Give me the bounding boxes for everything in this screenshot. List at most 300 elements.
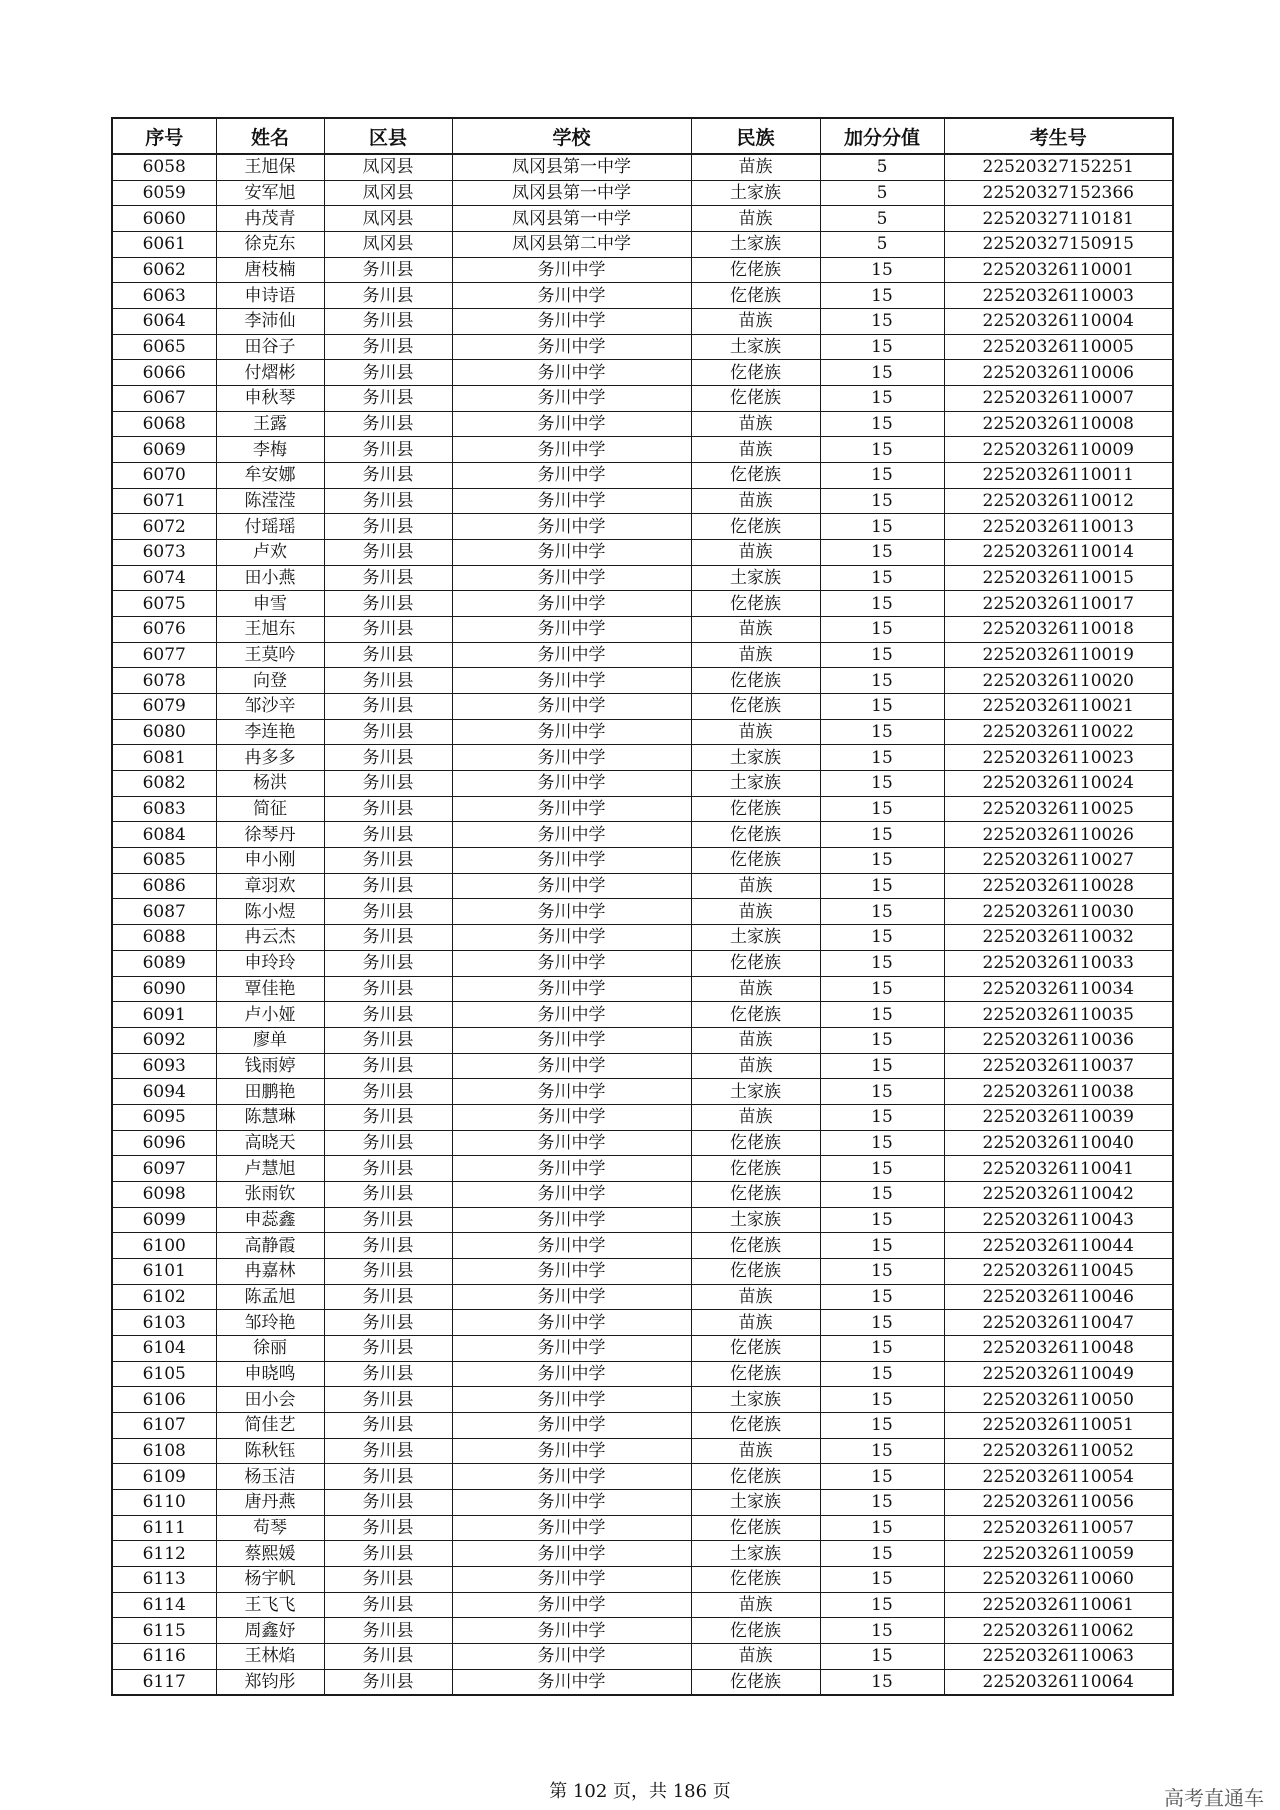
cell-school: 务川中学 bbox=[452, 1566, 691, 1592]
cell-name: 申诗语 bbox=[216, 283, 324, 309]
cell-ethnicity: 仡佬族 bbox=[691, 360, 820, 386]
cell-bonus-points: 15 bbox=[820, 1643, 944, 1669]
cell-school: 务川中学 bbox=[452, 1181, 691, 1207]
cell-candidate-id: 22520326110035 bbox=[944, 1002, 1173, 1028]
cell-ethnicity: 土家族 bbox=[691, 925, 820, 951]
cell-serial: 6082 bbox=[112, 771, 216, 797]
cell-candidate-id: 22520326110027 bbox=[944, 848, 1173, 874]
cell-school: 务川中学 bbox=[452, 309, 691, 335]
cell-ethnicity: 仡佬族 bbox=[691, 1464, 820, 1490]
cell-ethnicity: 苗族 bbox=[691, 1438, 820, 1464]
cell-school: 务川中学 bbox=[452, 925, 691, 951]
cell-candidate-id: 22520326110012 bbox=[944, 488, 1173, 514]
cell-candidate-id: 22520326110037 bbox=[944, 1053, 1173, 1079]
cell-bonus-points: 15 bbox=[820, 1258, 944, 1284]
cell-ethnicity: 苗族 bbox=[691, 1104, 820, 1130]
table-row bbox=[112, 540, 1173, 566]
table-row bbox=[112, 1181, 1173, 1207]
cell-candidate-id: 22520326110042 bbox=[944, 1181, 1173, 1207]
cell-serial: 6084 bbox=[112, 822, 216, 848]
cell-serial: 6103 bbox=[112, 1310, 216, 1336]
cell-name: 徐克东 bbox=[216, 232, 324, 258]
cell-county: 务川县 bbox=[324, 565, 452, 591]
cell-bonus-points: 15 bbox=[820, 514, 944, 540]
table-row bbox=[112, 360, 1173, 386]
cell-county: 务川县 bbox=[324, 1643, 452, 1669]
cell-school: 务川中学 bbox=[452, 1464, 691, 1490]
cell-bonus-points: 15 bbox=[820, 488, 944, 514]
table-row bbox=[112, 565, 1173, 591]
cell-name: 卢慧旭 bbox=[216, 1156, 324, 1182]
cell-county: 务川县 bbox=[324, 873, 452, 899]
table-row bbox=[112, 309, 1173, 335]
cell-candidate-id: 22520326110048 bbox=[944, 1335, 1173, 1361]
cell-school: 务川中学 bbox=[452, 1104, 691, 1130]
cell-serial: 6111 bbox=[112, 1515, 216, 1541]
cell-candidate-id: 22520326110041 bbox=[944, 1156, 1173, 1182]
cell-candidate-id: 22520326110019 bbox=[944, 642, 1173, 668]
cell-bonus-points: 15 bbox=[820, 1027, 944, 1053]
cell-county: 务川县 bbox=[324, 1438, 452, 1464]
cell-serial: 6060 bbox=[112, 206, 216, 232]
table-row bbox=[112, 1335, 1173, 1361]
cell-bonus-points: 15 bbox=[820, 1053, 944, 1079]
table-row bbox=[112, 617, 1173, 643]
table-row bbox=[112, 976, 1173, 1002]
cell-bonus-points: 15 bbox=[820, 1207, 944, 1233]
cell-bonus-points: 15 bbox=[820, 1361, 944, 1387]
cell-candidate-id: 22520326110026 bbox=[944, 822, 1173, 848]
cell-county: 务川县 bbox=[324, 360, 452, 386]
cell-bonus-points: 15 bbox=[820, 1412, 944, 1438]
cell-serial: 6078 bbox=[112, 668, 216, 694]
table-row bbox=[112, 668, 1173, 694]
cell-county: 务川县 bbox=[324, 848, 452, 874]
cell-bonus-points: 5 bbox=[820, 180, 944, 206]
table-row bbox=[112, 1387, 1173, 1413]
cell-school: 务川中学 bbox=[452, 1310, 691, 1336]
cell-name: 冉茂青 bbox=[216, 206, 324, 232]
cell-county: 务川县 bbox=[324, 514, 452, 540]
cell-serial: 6099 bbox=[112, 1207, 216, 1233]
cell-school: 务川中学 bbox=[452, 1387, 691, 1413]
cell-candidate-id: 22520326110043 bbox=[944, 1207, 1173, 1233]
cell-bonus-points: 15 bbox=[820, 1618, 944, 1644]
cell-ethnicity: 苗族 bbox=[691, 899, 820, 925]
cell-bonus-points: 15 bbox=[820, 1489, 944, 1515]
cell-ethnicity: 苗族 bbox=[691, 488, 820, 514]
cell-name: 田谷子 bbox=[216, 334, 324, 360]
cell-candidate-id: 22520326110047 bbox=[944, 1310, 1173, 1336]
cell-candidate-id: 22520326110021 bbox=[944, 694, 1173, 720]
cell-ethnicity: 苗族 bbox=[691, 642, 820, 668]
table-row bbox=[112, 899, 1173, 925]
cell-candidate-id: 22520326110057 bbox=[944, 1515, 1173, 1541]
cell-county: 务川县 bbox=[324, 617, 452, 643]
cell-candidate-id: 22520326110052 bbox=[944, 1438, 1173, 1464]
cell-ethnicity: 仡佬族 bbox=[691, 1412, 820, 1438]
cell-county: 务川县 bbox=[324, 1541, 452, 1567]
cell-ethnicity: 苗族 bbox=[691, 976, 820, 1002]
cell-county: 务川县 bbox=[324, 1207, 452, 1233]
cell-serial: 6110 bbox=[112, 1489, 216, 1515]
cell-school: 务川中学 bbox=[452, 1541, 691, 1567]
cell-serial: 6097 bbox=[112, 1156, 216, 1182]
cell-candidate-id: 22520326110003 bbox=[944, 283, 1173, 309]
cell-ethnicity: 土家族 bbox=[691, 1207, 820, 1233]
cell-name: 张雨钦 bbox=[216, 1181, 324, 1207]
cell-school: 务川中学 bbox=[452, 1284, 691, 1310]
cell-name: 徐琴丹 bbox=[216, 822, 324, 848]
cell-name: 苟琴 bbox=[216, 1515, 324, 1541]
watermark-text: 高考直通车 bbox=[1164, 1786, 1264, 1810]
cell-bonus-points: 15 bbox=[820, 925, 944, 951]
cell-county: 务川县 bbox=[324, 1104, 452, 1130]
cell-bonus-points: 15 bbox=[820, 796, 944, 822]
table-row bbox=[112, 642, 1173, 668]
cell-name: 王旭保 bbox=[216, 154, 324, 180]
cell-serial: 6115 bbox=[112, 1618, 216, 1644]
cell-ethnicity: 仡佬族 bbox=[691, 668, 820, 694]
cell-serial: 6066 bbox=[112, 360, 216, 386]
table-row bbox=[112, 719, 1173, 745]
cell-school: 务川中学 bbox=[452, 1335, 691, 1361]
cell-name: 杨宇帆 bbox=[216, 1566, 324, 1592]
cell-county: 凤冈县 bbox=[324, 232, 452, 258]
cell-ethnicity: 仡佬族 bbox=[691, 283, 820, 309]
cell-serial: 6109 bbox=[112, 1464, 216, 1490]
cell-county: 务川县 bbox=[324, 591, 452, 617]
table-row bbox=[112, 1361, 1173, 1387]
cell-county: 务川县 bbox=[324, 1566, 452, 1592]
cell-school: 凤冈县第一中学 bbox=[452, 206, 691, 232]
cell-school: 务川中学 bbox=[452, 1156, 691, 1182]
table-row bbox=[112, 1156, 1173, 1182]
cell-ethnicity: 仡佬族 bbox=[691, 796, 820, 822]
cell-serial: 6107 bbox=[112, 1412, 216, 1438]
cell-serial: 6096 bbox=[112, 1130, 216, 1156]
cell-bonus-points: 5 bbox=[820, 232, 944, 258]
cell-county: 务川县 bbox=[324, 694, 452, 720]
cell-school: 务川中学 bbox=[452, 360, 691, 386]
table-row bbox=[112, 180, 1173, 206]
cell-name: 卢欢 bbox=[216, 540, 324, 566]
cell-school: 务川中学 bbox=[452, 1053, 691, 1079]
table-row bbox=[112, 283, 1173, 309]
table-row bbox=[112, 1592, 1173, 1618]
cell-serial: 6072 bbox=[112, 514, 216, 540]
cell-county: 务川县 bbox=[324, 334, 452, 360]
table-row bbox=[112, 488, 1173, 514]
cell-bonus-points: 15 bbox=[820, 1335, 944, 1361]
cell-serial: 6085 bbox=[112, 848, 216, 874]
cell-candidate-id: 22520326110025 bbox=[944, 796, 1173, 822]
cell-name: 邹玲艳 bbox=[216, 1310, 324, 1336]
table-row bbox=[112, 463, 1173, 489]
table-row bbox=[112, 1207, 1173, 1233]
cell-county: 务川县 bbox=[324, 540, 452, 566]
cell-bonus-points: 15 bbox=[820, 668, 944, 694]
cell-name: 申玲玲 bbox=[216, 950, 324, 976]
cell-name: 申蕊鑫 bbox=[216, 1207, 324, 1233]
cell-serial: 6092 bbox=[112, 1027, 216, 1053]
cell-ethnicity: 土家族 bbox=[691, 745, 820, 771]
cell-candidate-id: 22520326110060 bbox=[944, 1566, 1173, 1592]
cell-name: 陈小煜 bbox=[216, 899, 324, 925]
table-row bbox=[112, 1464, 1173, 1490]
cell-candidate-id: 22520326110062 bbox=[944, 1618, 1173, 1644]
cell-school: 务川中学 bbox=[452, 1438, 691, 1464]
cell-bonus-points: 15 bbox=[820, 386, 944, 412]
table-row bbox=[112, 1027, 1173, 1053]
cell-serial: 6076 bbox=[112, 617, 216, 643]
cell-bonus-points: 15 bbox=[820, 950, 944, 976]
cell-county: 务川县 bbox=[324, 1387, 452, 1413]
table-row bbox=[112, 1566, 1173, 1592]
cell-county: 务川县 bbox=[324, 1002, 452, 1028]
cell-county: 务川县 bbox=[324, 283, 452, 309]
cell-ethnicity: 仡佬族 bbox=[691, 950, 820, 976]
cell-name: 付瑶瑶 bbox=[216, 514, 324, 540]
cell-serial: 6106 bbox=[112, 1387, 216, 1413]
cell-name: 蔡熙媛 bbox=[216, 1541, 324, 1567]
cell-bonus-points: 15 bbox=[820, 1156, 944, 1182]
cell-serial: 6074 bbox=[112, 565, 216, 591]
cell-bonus-points: 15 bbox=[820, 1233, 944, 1259]
cell-school: 务川中学 bbox=[452, 668, 691, 694]
cell-bonus-points: 15 bbox=[820, 1284, 944, 1310]
cell-ethnicity: 仡佬族 bbox=[691, 463, 820, 489]
cell-serial: 6098 bbox=[112, 1181, 216, 1207]
cell-bonus-points: 15 bbox=[820, 976, 944, 1002]
table-row bbox=[112, 1618, 1173, 1644]
cell-name: 田鹏艳 bbox=[216, 1079, 324, 1105]
table-row bbox=[112, 154, 1173, 180]
cell-ethnicity: 仡佬族 bbox=[691, 1618, 820, 1644]
cell-county: 务川县 bbox=[324, 1258, 452, 1284]
cell-candidate-id: 22520326110030 bbox=[944, 899, 1173, 925]
cell-bonus-points: 15 bbox=[820, 283, 944, 309]
cell-school: 凤冈县第二中学 bbox=[452, 232, 691, 258]
cell-bonus-points: 15 bbox=[820, 334, 944, 360]
cell-name: 周鑫妤 bbox=[216, 1618, 324, 1644]
cell-school: 务川中学 bbox=[452, 283, 691, 309]
cell-ethnicity: 仡佬族 bbox=[691, 1566, 820, 1592]
cell-name: 李沛仙 bbox=[216, 309, 324, 335]
cell-ethnicity: 土家族 bbox=[691, 1489, 820, 1515]
cell-county: 务川县 bbox=[324, 796, 452, 822]
cell-county: 务川县 bbox=[324, 1618, 452, 1644]
cell-ethnicity: 土家族 bbox=[691, 180, 820, 206]
table-row bbox=[112, 796, 1173, 822]
table-header-row bbox=[112, 118, 1173, 154]
cell-name: 钱雨婷 bbox=[216, 1053, 324, 1079]
cell-candidate-id: 22520326110033 bbox=[944, 950, 1173, 976]
cell-bonus-points: 15 bbox=[820, 565, 944, 591]
cell-name: 简征 bbox=[216, 796, 324, 822]
cell-name: 申晓鸣 bbox=[216, 1361, 324, 1387]
cell-bonus-points: 15 bbox=[820, 1002, 944, 1028]
cell-bonus-points: 15 bbox=[820, 745, 944, 771]
cell-county: 务川县 bbox=[324, 1130, 452, 1156]
table-row bbox=[112, 386, 1173, 412]
cell-bonus-points: 15 bbox=[820, 1669, 944, 1695]
cell-name: 王露 bbox=[216, 411, 324, 437]
cell-candidate-id: 22520326110014 bbox=[944, 540, 1173, 566]
cell-bonus-points: 15 bbox=[820, 1387, 944, 1413]
table-row bbox=[112, 437, 1173, 463]
cell-ethnicity: 仡佬族 bbox=[691, 386, 820, 412]
cell-serial: 6067 bbox=[112, 386, 216, 412]
cell-ethnicity: 苗族 bbox=[691, 873, 820, 899]
cell-serial: 6095 bbox=[112, 1104, 216, 1130]
cell-school: 务川中学 bbox=[452, 1489, 691, 1515]
cell-candidate-id: 22520326110054 bbox=[944, 1464, 1173, 1490]
cell-ethnicity: 土家族 bbox=[691, 1541, 820, 1567]
cell-bonus-points: 15 bbox=[820, 873, 944, 899]
cell-candidate-id: 22520326110063 bbox=[944, 1643, 1173, 1669]
cell-serial: 6061 bbox=[112, 232, 216, 258]
cell-candidate-id: 22520326110036 bbox=[944, 1027, 1173, 1053]
cell-serial: 6105 bbox=[112, 1361, 216, 1387]
table-row bbox=[112, 745, 1173, 771]
cell-name: 陈滢滢 bbox=[216, 488, 324, 514]
cell-candidate-id: 22520326110051 bbox=[944, 1412, 1173, 1438]
cell-name: 郑钧彤 bbox=[216, 1669, 324, 1695]
cell-county: 务川县 bbox=[324, 1515, 452, 1541]
cell-school: 务川中学 bbox=[452, 1130, 691, 1156]
header-school: 学校 bbox=[452, 118, 691, 154]
cell-bonus-points: 15 bbox=[820, 1079, 944, 1105]
cell-bonus-points: 15 bbox=[820, 848, 944, 874]
cell-name: 唐枝楠 bbox=[216, 257, 324, 283]
cell-school: 务川中学 bbox=[452, 1027, 691, 1053]
header-candidate-id: 考生号 bbox=[944, 118, 1173, 154]
cell-school: 务川中学 bbox=[452, 1258, 691, 1284]
cell-serial: 6091 bbox=[112, 1002, 216, 1028]
cell-name: 冉嘉林 bbox=[216, 1258, 324, 1284]
cell-county: 务川县 bbox=[324, 1335, 452, 1361]
table-row bbox=[112, 822, 1173, 848]
cell-candidate-id: 22520326110044 bbox=[944, 1233, 1173, 1259]
cell-county: 务川县 bbox=[324, 1027, 452, 1053]
cell-county: 务川县 bbox=[324, 1361, 452, 1387]
cell-candidate-id: 22520326110056 bbox=[944, 1489, 1173, 1515]
cell-serial: 6117 bbox=[112, 1669, 216, 1695]
cell-candidate-id: 22520326110013 bbox=[944, 514, 1173, 540]
cell-school: 务川中学 bbox=[452, 873, 691, 899]
cell-county: 务川县 bbox=[324, 411, 452, 437]
cell-county: 务川县 bbox=[324, 1669, 452, 1695]
table-body bbox=[112, 154, 1173, 1695]
cell-ethnicity: 仡佬族 bbox=[691, 1181, 820, 1207]
cell-school: 务川中学 bbox=[452, 1361, 691, 1387]
cell-school: 凤冈县第一中学 bbox=[452, 154, 691, 180]
cell-school: 务川中学 bbox=[452, 1515, 691, 1541]
table-row bbox=[112, 232, 1173, 258]
cell-school: 务川中学 bbox=[452, 1643, 691, 1669]
cell-serial: 6080 bbox=[112, 719, 216, 745]
cell-school: 务川中学 bbox=[452, 1592, 691, 1618]
cell-ethnicity: 仡佬族 bbox=[691, 1233, 820, 1259]
cell-county: 务川县 bbox=[324, 719, 452, 745]
cell-name: 安军旭 bbox=[216, 180, 324, 206]
cell-school: 务川中学 bbox=[452, 976, 691, 1002]
cell-bonus-points: 15 bbox=[820, 719, 944, 745]
cell-serial: 6058 bbox=[112, 154, 216, 180]
cell-school: 务川中学 bbox=[452, 1207, 691, 1233]
cell-serial: 6113 bbox=[112, 1566, 216, 1592]
table-row bbox=[112, 514, 1173, 540]
cell-candidate-id: 22520326110061 bbox=[944, 1592, 1173, 1618]
table-row bbox=[112, 1104, 1173, 1130]
cell-candidate-id: 22520326110046 bbox=[944, 1284, 1173, 1310]
cell-county: 务川县 bbox=[324, 1079, 452, 1105]
cell-bonus-points: 15 bbox=[820, 1464, 944, 1490]
cell-name: 王莫吟 bbox=[216, 642, 324, 668]
cell-ethnicity: 苗族 bbox=[691, 1310, 820, 1336]
cell-candidate-id: 22520326110059 bbox=[944, 1541, 1173, 1567]
cell-candidate-id: 22520326110017 bbox=[944, 591, 1173, 617]
table-row bbox=[112, 1541, 1173, 1567]
cell-name: 牟安娜 bbox=[216, 463, 324, 489]
cell-ethnicity: 仡佬族 bbox=[691, 1258, 820, 1284]
cell-school: 务川中学 bbox=[452, 1669, 691, 1695]
cell-bonus-points: 15 bbox=[820, 1181, 944, 1207]
cell-name: 简佳艺 bbox=[216, 1412, 324, 1438]
cell-county: 务川县 bbox=[324, 925, 452, 951]
cell-bonus-points: 15 bbox=[820, 771, 944, 797]
cell-name: 申小刚 bbox=[216, 848, 324, 874]
cell-name: 申秋琴 bbox=[216, 386, 324, 412]
cell-school: 务川中学 bbox=[452, 899, 691, 925]
table-row bbox=[112, 771, 1173, 797]
table-row bbox=[112, 206, 1173, 232]
cell-school: 务川中学 bbox=[452, 488, 691, 514]
cell-candidate-id: 22520326110023 bbox=[944, 745, 1173, 771]
cell-county: 务川县 bbox=[324, 437, 452, 463]
cell-county: 务川县 bbox=[324, 976, 452, 1002]
table-row bbox=[112, 591, 1173, 617]
cell-ethnicity: 仡佬族 bbox=[691, 1669, 820, 1695]
cell-ethnicity: 仡佬族 bbox=[691, 1515, 820, 1541]
cell-candidate-id: 22520326110022 bbox=[944, 719, 1173, 745]
cell-bonus-points: 5 bbox=[820, 206, 944, 232]
cell-serial: 6100 bbox=[112, 1233, 216, 1259]
cell-school: 凤冈县第一中学 bbox=[452, 180, 691, 206]
cell-candidate-id: 22520327152251 bbox=[944, 154, 1173, 180]
cell-school: 务川中学 bbox=[452, 1233, 691, 1259]
cell-school: 务川中学 bbox=[452, 257, 691, 283]
cell-name: 李连艳 bbox=[216, 719, 324, 745]
table-row bbox=[112, 694, 1173, 720]
cell-school: 务川中学 bbox=[452, 617, 691, 643]
table-row bbox=[112, 1284, 1173, 1310]
cell-school: 务川中学 bbox=[452, 1002, 691, 1028]
table-row bbox=[112, 411, 1173, 437]
cell-ethnicity: 土家族 bbox=[691, 565, 820, 591]
cell-county: 务川县 bbox=[324, 1053, 452, 1079]
cell-county: 凤冈县 bbox=[324, 180, 452, 206]
cell-candidate-id: 22520326110050 bbox=[944, 1387, 1173, 1413]
cell-school: 务川中学 bbox=[452, 1618, 691, 1644]
table-row bbox=[112, 1310, 1173, 1336]
cell-ethnicity: 苗族 bbox=[691, 1053, 820, 1079]
cell-candidate-id: 22520326110009 bbox=[944, 437, 1173, 463]
cell-county: 务川县 bbox=[324, 668, 452, 694]
cell-ethnicity: 仡佬族 bbox=[691, 1156, 820, 1182]
cell-county: 务川县 bbox=[324, 1156, 452, 1182]
